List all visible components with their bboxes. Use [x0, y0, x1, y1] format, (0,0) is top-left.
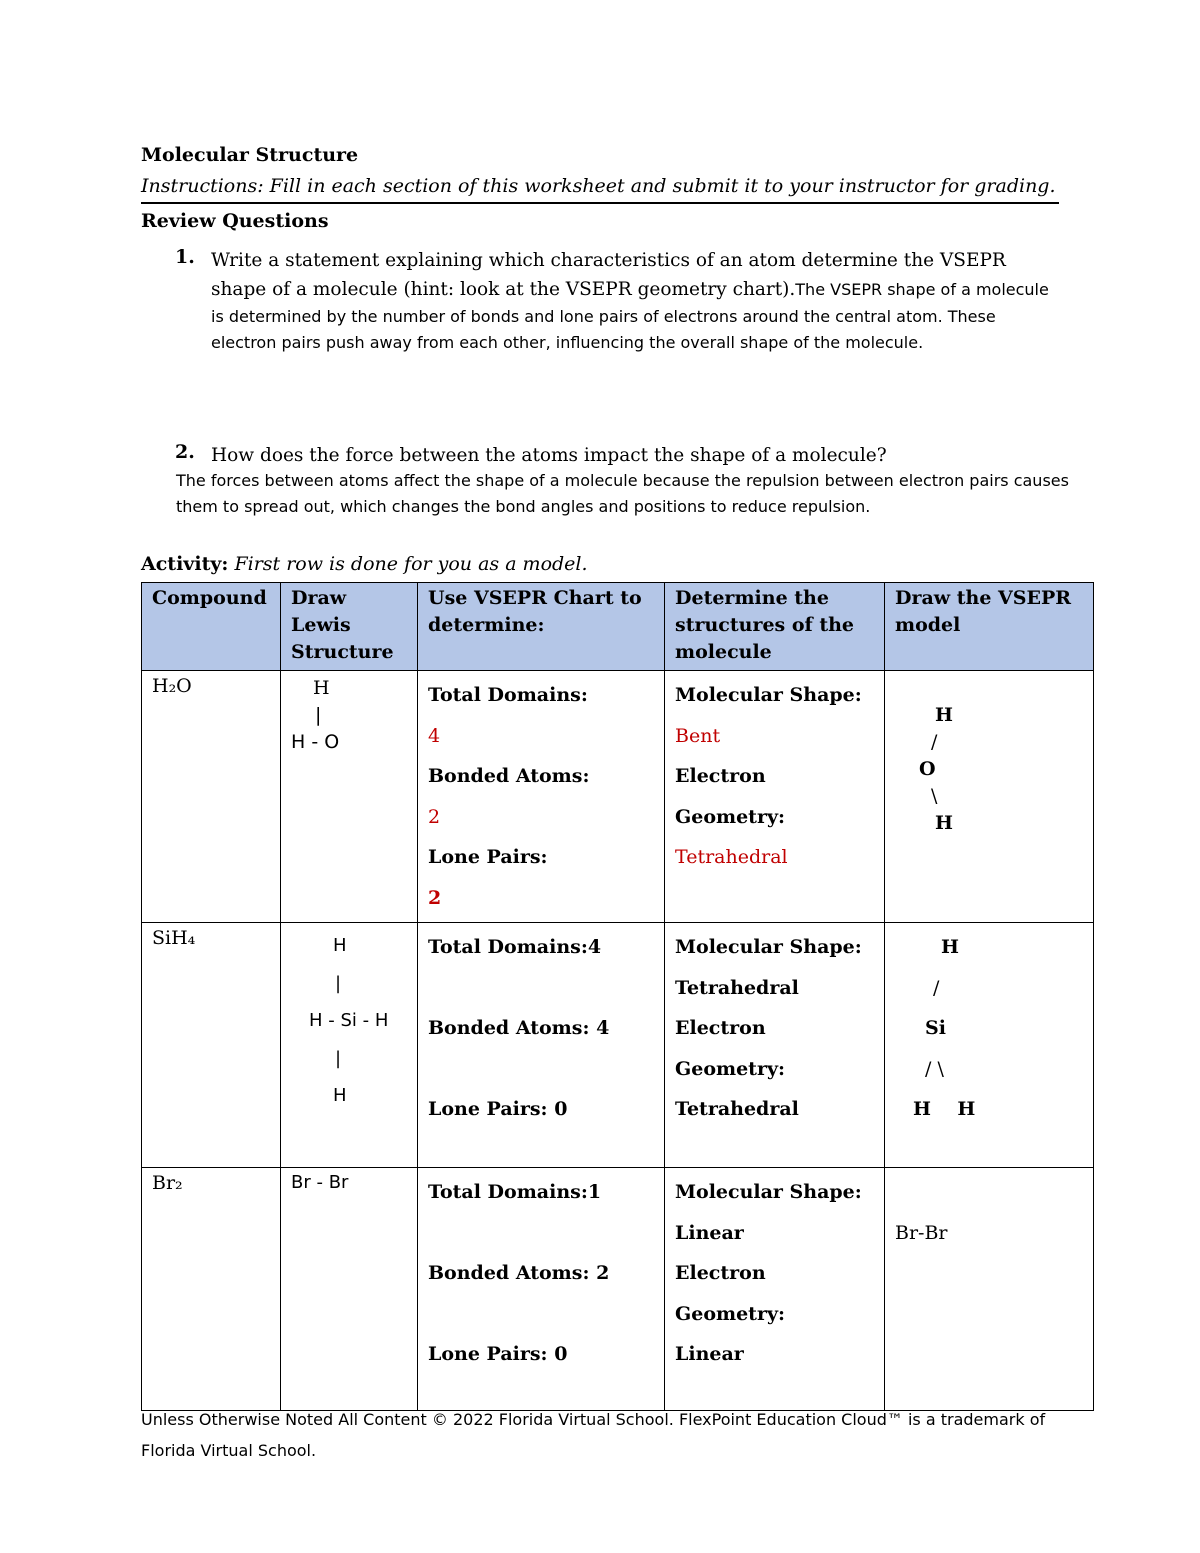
lone-pairs-label: Lone Pairs: [428, 846, 548, 868]
model-line: Si [925, 1017, 946, 1039]
header-lewis: Draw Lewis Structure [281, 583, 418, 671]
model-line: Br-Br [895, 1221, 948, 1244]
compound-cell [142, 923, 281, 1168]
model-line: H [935, 812, 953, 834]
molecular-shape-value: Bent [675, 724, 721, 747]
vsepr-chart-cell [418, 671, 665, 923]
model-line: / [931, 731, 938, 753]
compound-name: Br₂ [152, 1172, 183, 1194]
geometry-label: Geometry: [675, 1057, 786, 1080]
lone-pairs: Lone Pairs: 0 [428, 1343, 568, 1365]
lewis-cell [281, 671, 418, 923]
lewis-line: | [315, 704, 322, 726]
header-structures: Determine the structures of the molecule [665, 583, 885, 671]
vsepr-table [141, 582, 1094, 1411]
compound-name: SiH₄ [152, 927, 196, 949]
header-vsepr-chart: Use VSEPR Chart to determine: [418, 583, 665, 671]
structures-cell [665, 923, 885, 1168]
molecular-shape-label: Molecular Shape: [675, 684, 862, 706]
model-line: / [933, 976, 940, 999]
lewis-line: | [335, 972, 342, 994]
question-2-number: 2. [175, 441, 195, 463]
review-heading: Review Questions [141, 210, 329, 232]
electron-geometry-value: Tetrahedral [675, 846, 788, 868]
instructions: Instructions: Fill in each section of this worksheet and submit it to your instructor for grading. [141, 175, 1056, 197]
total-domains: Total Domains:4 [428, 936, 602, 958]
model-line: O [919, 758, 936, 780]
bonded-atoms: Bonded Atoms: 2 [428, 1262, 610, 1284]
lone-pairs-value: 2 [428, 886, 442, 909]
lewis-line: H [333, 935, 347, 956]
total-domains: Total Domains:1 [428, 1181, 602, 1203]
electron-label: Electron [675, 1262, 766, 1284]
model-cell [885, 671, 1094, 923]
model-line: \ [931, 785, 938, 807]
molecular-shape-value: Tetrahedral [675, 976, 799, 999]
molecular-shape-label: Molecular Shape: [675, 1181, 862, 1203]
footer-copyright: Unless Otherwise Noted All Content © 2022 Florida Virtual School. FlexPoint Education Cloud™ is a trademark of Florida Virtual School. [141, 1410, 1046, 1460]
header-model: Draw the VSEPR model [885, 583, 1094, 671]
compound-cell [142, 671, 281, 923]
question-1-number: 1. [175, 246, 195, 268]
molecular-shape-label: Molecular Shape: [675, 936, 862, 958]
model-cell [885, 923, 1094, 1168]
lone-pairs: Lone Pairs: 0 [428, 1098, 568, 1120]
electron-label: Electron [675, 1017, 766, 1039]
question-2-answer: The forces between atoms affect the shape of a molecule because the repulsion between electron pairs causes them to spread out, which changes the bond angles and positions to reduce repulsion. [176, 471, 1069, 516]
page-title: Molecular Structure [141, 144, 359, 166]
vsepr-chart-cell [418, 923, 665, 1168]
table-header-row [142, 583, 1094, 671]
question-2-text: How does the force between the atoms impact the shape of a molecule? [211, 445, 887, 466]
bonded-atoms-label: Bonded Atoms: [428, 765, 590, 787]
compound-cell [142, 1168, 281, 1411]
bonded-atoms-value: 2 [428, 805, 441, 828]
total-domains-value: 4 [428, 724, 441, 747]
table-row [142, 923, 1094, 1168]
lewis-line: H [313, 677, 330, 699]
activity-heading: Activity: [141, 553, 229, 575]
lewis-cell [281, 1168, 418, 1411]
header-compound: Compound [142, 583, 281, 671]
model-line: H H [913, 1098, 976, 1120]
lewis-line: | [335, 1047, 342, 1069]
question-1-answer: The VSEPR shape of a molecule is determined by the number of bonds and lone pairs of electrons around the central atom. These electron pairs push away from each other, influencing the overall shape of the molecule. [211, 280, 1049, 352]
bonded-atoms: Bonded Atoms: 4 [428, 1017, 610, 1039]
lewis-line: H [333, 1085, 347, 1106]
table-row [142, 1168, 1094, 1411]
geometry-label: Geometry: [675, 1302, 786, 1325]
lewis-cell [281, 923, 418, 1168]
lewis-line: Br - Br [291, 1172, 349, 1193]
vsepr-chart-cell [418, 1168, 665, 1411]
structures-cell [665, 1168, 885, 1411]
divider [141, 202, 1059, 204]
electron-label: Electron [675, 765, 766, 787]
total-domains-label: Total Domains: [428, 684, 588, 706]
question-1-text: Write a statement explaining which characteristics of an atom determine the VSEPR shape of a molecule (hint: look at the VSEPR geometry chart). [211, 250, 1006, 300]
model-line: H [935, 704, 953, 726]
electron-geometry-value: Tetrahedral [675, 1098, 799, 1120]
lewis-line: H - Si - H [309, 1010, 389, 1031]
activity-label [141, 553, 588, 575]
activity-note: First row is done for you as a model. [234, 553, 588, 575]
compound-name: H₂O [152, 675, 192, 697]
geometry-label: Geometry: [675, 805, 786, 828]
structures-cell [665, 671, 885, 923]
model-line: H [941, 936, 959, 958]
molecular-shape-value: Linear [675, 1221, 744, 1244]
question-1 [211, 246, 1061, 356]
electron-geometry-value: Linear [675, 1343, 744, 1365]
model-cell [885, 1168, 1094, 1411]
table-row [142, 671, 1094, 923]
lewis-line: H - O [291, 731, 340, 753]
model-line: / \ [925, 1057, 944, 1080]
